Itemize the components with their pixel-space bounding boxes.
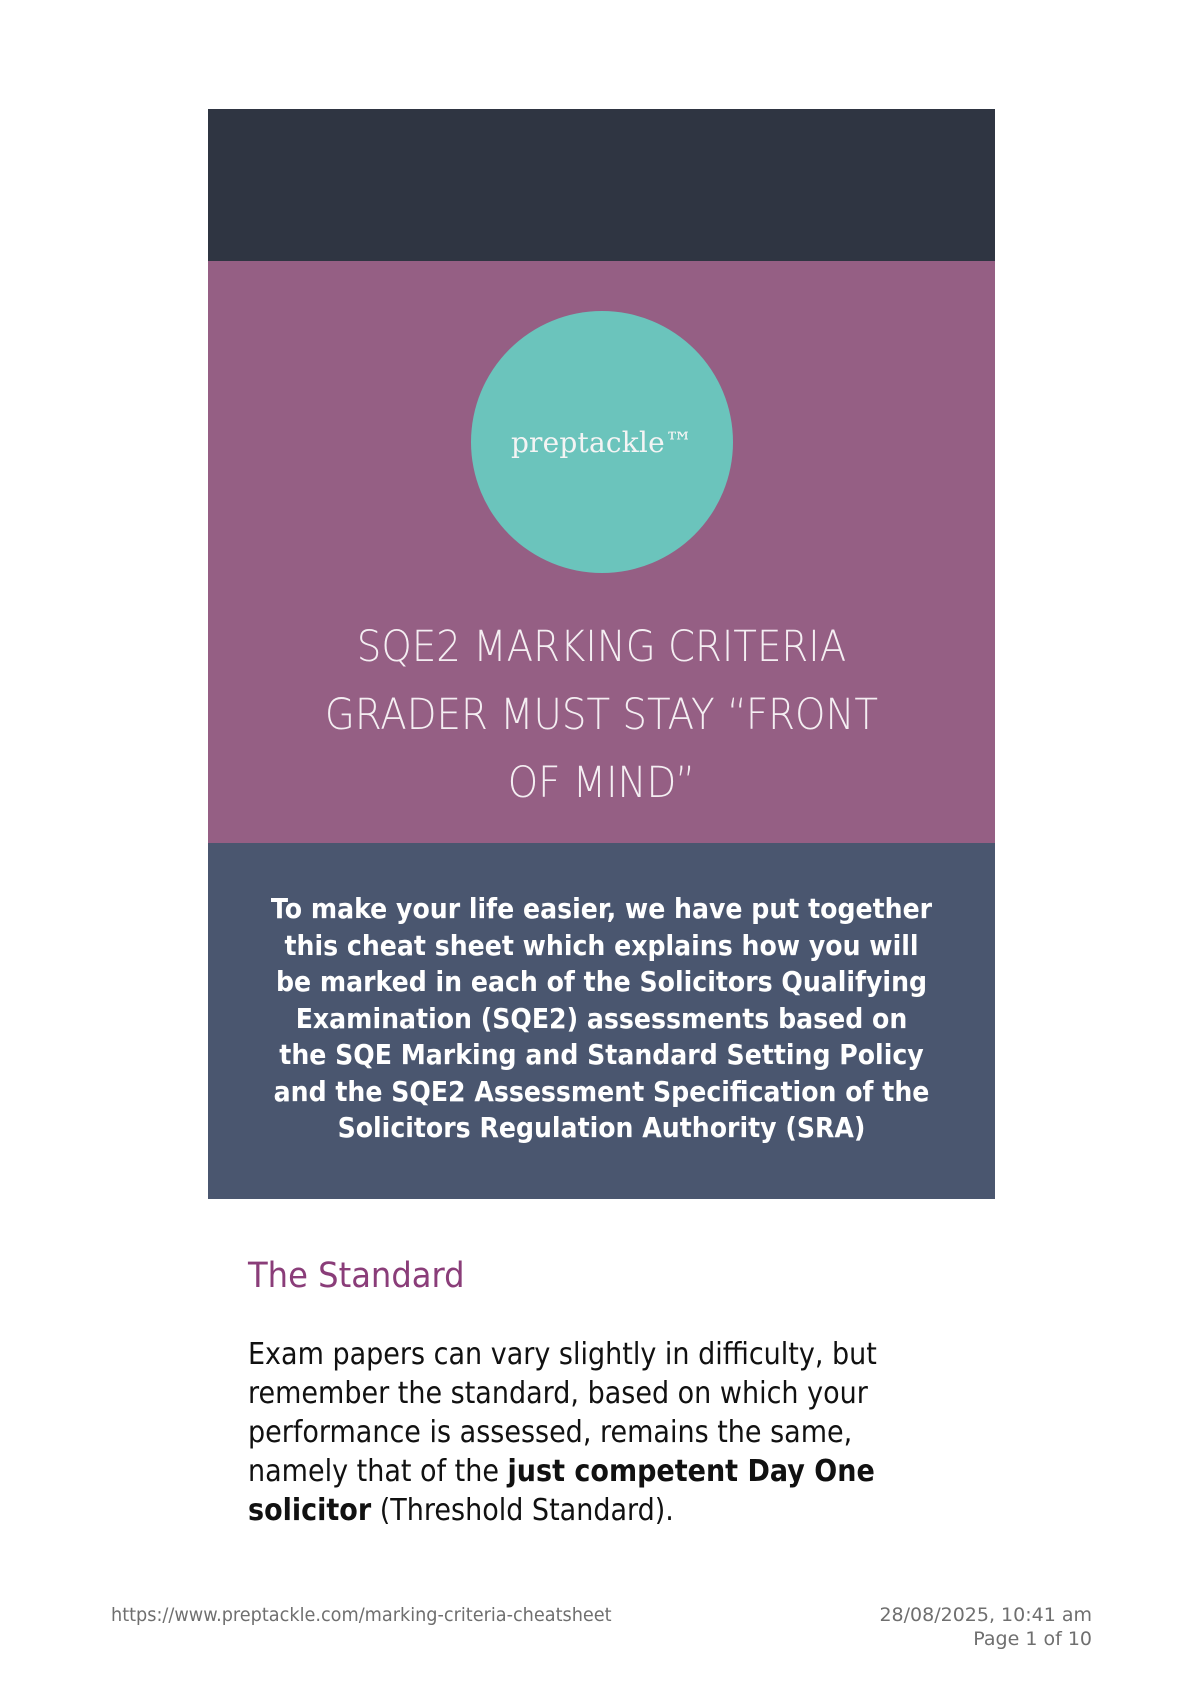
footer-url: https://www.preptackle.com/marking-criteria-cheatsheet bbox=[111, 1604, 612, 1626]
cover-top-band bbox=[208, 109, 995, 261]
cover-intro-band bbox=[208, 843, 995, 1199]
preptackle-logo bbox=[471, 311, 733, 573]
intro-line: To make your life easier, we have put together bbox=[270, 892, 933, 925]
cover-title-band bbox=[208, 261, 995, 843]
section-heading-the-standard: The Standard bbox=[248, 1256, 465, 1296]
footer-meta bbox=[879, 1603, 1092, 1651]
body-line: performance is assessed, remains the same, bbox=[248, 1415, 853, 1450]
cover-title bbox=[208, 613, 995, 817]
intro-line: and the SQE2 Assessment Specification of the bbox=[273, 1074, 930, 1108]
logo-text: preptackle™ bbox=[510, 425, 694, 459]
footer-datetime: 28/08/2025, 10:41 am bbox=[879, 1604, 1092, 1626]
section-body-the-standard bbox=[248, 1335, 968, 1530]
body-emphasis: solicitor bbox=[248, 1493, 372, 1528]
body-text: namely that of the bbox=[248, 1454, 508, 1489]
body-line: Exam papers can vary slightly in difficulty, but bbox=[248, 1337, 877, 1372]
body-text: (Threshold Standard). bbox=[371, 1493, 674, 1528]
body-line: remember the standard, based on which your bbox=[248, 1376, 868, 1411]
footer-page-number: Page 1 of 10 bbox=[973, 1628, 1092, 1650]
body-line bbox=[248, 1491, 896, 1530]
body-emphasis: just competent Day One bbox=[507, 1454, 875, 1489]
intro-line: this cheat sheet which explains how you will bbox=[284, 928, 919, 962]
cover-title-line: SQE2 MARKING CRITERIA bbox=[356, 622, 847, 672]
intro-line: Solicitors Regulation Authority (SRA) bbox=[337, 1111, 866, 1144]
intro-line: be marked in each of the Solicitors Qualifying bbox=[275, 965, 928, 998]
body-line bbox=[248, 1452, 896, 1491]
cover-title-line: GRADER MUST STAY “FRONT bbox=[324, 690, 879, 740]
cover-intro-text bbox=[230, 891, 973, 1147]
cover-card bbox=[208, 109, 995, 1199]
intro-line: the SQE Marking and Standard Setting Policy bbox=[279, 1038, 924, 1071]
cover-title-line: OF MIND” bbox=[507, 758, 696, 808]
intro-line: Examination (SQE2) assessments based on bbox=[295, 1001, 908, 1035]
